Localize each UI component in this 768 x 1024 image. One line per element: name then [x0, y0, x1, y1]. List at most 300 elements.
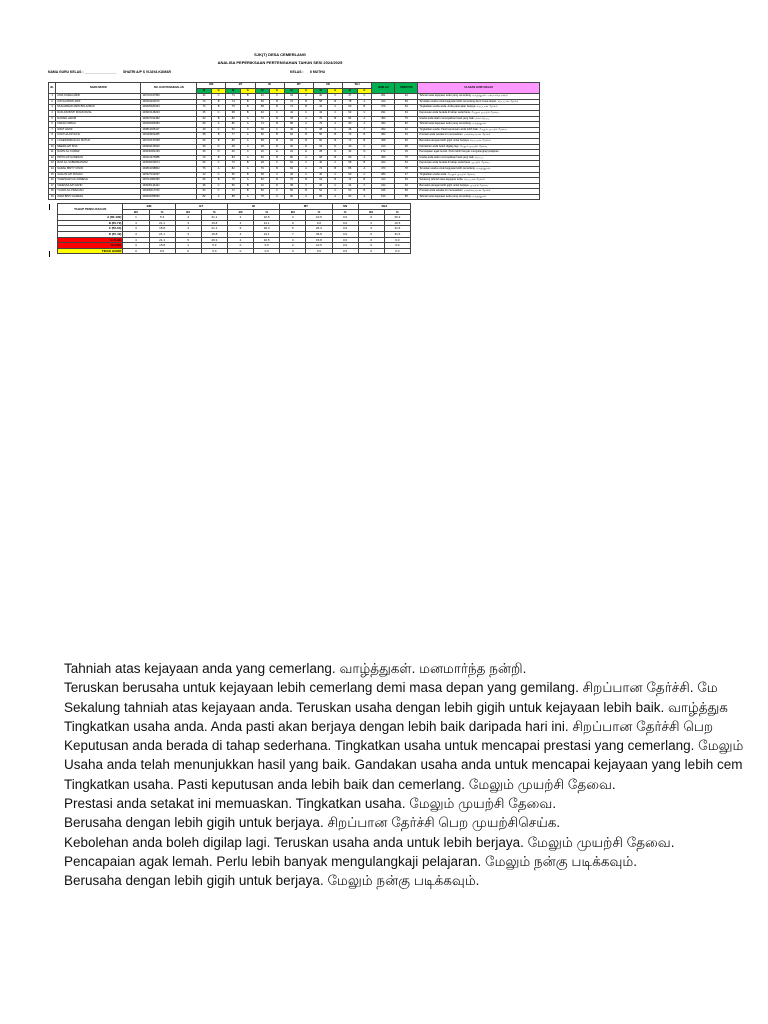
comment-line: Tingkatkan usaha. Pasti keputusan anda lebih baik dan cemerlang. மேலும் முயற்சி தேவை.	[64, 776, 616, 792]
comment-cell: Keputusan anda berada di tahap sederhana. மேலும் முயற்சி தேவை.	[418, 110, 540, 116]
mark-cell: B	[270, 155, 285, 161]
mark-cell: B	[240, 99, 255, 105]
mark-cell: 74	[226, 94, 241, 100]
total-cell: 494	[372, 122, 395, 128]
total-cell: 210	[372, 144, 395, 150]
mark-cell: 74	[226, 99, 241, 105]
mark-cell: A	[299, 194, 314, 200]
mark-cell: B	[240, 172, 255, 178]
summary-grade-label: B (65-79)	[58, 220, 123, 226]
mark-cell: 28	[255, 144, 270, 150]
summary-subject: BM	[123, 204, 175, 210]
col-subject: SEJ	[343, 83, 372, 89]
mark-cell: C	[211, 189, 226, 195]
report-title: ANALISA PEPERIKSAAN PERTENGAHAN TAHUN SESI 2024/2025	[217, 60, 343, 65]
student-id: 100819038842	[141, 166, 197, 172]
summary-subject: MT	[280, 204, 332, 210]
student-name: DANISH HAKIM	[56, 116, 141, 122]
mark-cell: B	[211, 138, 226, 144]
mark-cell: 62	[343, 189, 358, 195]
summary-cell: 3	[280, 237, 306, 243]
summary-cell: 4	[175, 226, 201, 232]
mark-cell: C	[328, 161, 343, 167]
student-name: NUR AIN BINTI MOHD RIZAL	[56, 110, 141, 116]
comment-cell: Tingkatkan usaha. Pasti keputusan anda lebih baik. மேலும் முயற்சி தேவை.	[418, 127, 540, 133]
summary-cell: 2	[280, 243, 306, 249]
mark-cell: 42	[255, 94, 270, 100]
mark-cell: A	[299, 122, 314, 128]
summary-cell: 0	[358, 237, 384, 243]
mark-cell: 70	[226, 161, 241, 167]
col-subject: BM	[197, 83, 226, 89]
mark-cell: 54	[197, 189, 212, 195]
mark-cell: 50	[197, 161, 212, 167]
summary-cell: 0	[175, 248, 201, 254]
summary-cell: 10.5	[254, 215, 280, 221]
percent-cell: 40	[395, 183, 418, 189]
table-row	[49, 194, 540, 200]
student-name: THARSHAN A/L RAMESH	[56, 178, 141, 184]
mark-cell: B	[299, 133, 314, 139]
total-cell: 414	[372, 178, 395, 184]
mark-cell: 58	[255, 138, 270, 144]
student-id: 100930144421	[141, 183, 197, 189]
mark-cell: 70	[284, 178, 299, 184]
percent-cell: 66	[395, 138, 418, 144]
mark-cell: 86	[343, 166, 358, 172]
mark-cell: 82	[226, 116, 241, 122]
summary-cell: 4	[175, 215, 201, 221]
school-name: SJK(T) DESA CEMERLANG	[254, 52, 306, 57]
student-id: 100904126616	[141, 144, 197, 150]
mark-cell: 80	[284, 155, 299, 161]
summary-cell: 4	[227, 231, 253, 237]
summary-sub-count: Bil	[280, 209, 306, 215]
comment-line: Sekalung tahniah atas kejayaan anda. Teruskan usaha dengan lebih gigih untuk kejayaan lebih baik. வாழ்த்துக	[64, 699, 728, 715]
mark-cell: 24	[284, 150, 299, 156]
mark-cell: B	[270, 178, 285, 184]
mark-cell: 58	[197, 133, 212, 139]
percent-cell: 69	[395, 99, 418, 105]
mark-cell: C	[357, 94, 372, 100]
total-cell: 510	[372, 194, 395, 200]
percent-cell: 54	[395, 161, 418, 167]
summary-cell: 5	[227, 226, 253, 232]
mark-cell: 74	[284, 105, 299, 111]
col-sub-grade: G	[211, 88, 226, 94]
row-number: 18	[49, 189, 56, 195]
summary-cell: 0.0	[384, 237, 410, 243]
mark-cell: C	[357, 110, 372, 116]
mark-cell: 60	[313, 138, 328, 144]
percent-cell: 75	[395, 155, 418, 161]
mark-cell: C	[328, 110, 343, 116]
mark-cell: 42	[313, 105, 328, 111]
comment-cell: Kebolehan anda boleh digilap lagi. மேலும் முயற்சி தேவை.	[418, 144, 540, 150]
mark-cell: 70	[343, 133, 358, 139]
row-number: 16	[49, 178, 56, 184]
total-cell: 450	[372, 116, 395, 122]
mark-cell: A	[357, 155, 372, 161]
mark-cell: B	[299, 99, 314, 105]
summary-cell: 0	[227, 243, 253, 249]
summary-cell: 15.8	[306, 237, 332, 243]
comment-line: Tahniah atas kejayaan anda yang cemerlang. வாழ்த்துகள். மனமார்ந்த நன்றி.	[64, 661, 527, 676]
student-name: MEERA A/P SIVA	[56, 144, 141, 150]
summary-cell: 26.3	[254, 226, 280, 232]
summary-cell: 0.0	[384, 248, 410, 254]
summary-cell: 4	[123, 231, 149, 237]
mark-cell: 56	[313, 133, 328, 139]
mark-cell: 74	[255, 122, 270, 128]
student-id: 100813025117	[141, 127, 197, 133]
summary-table	[57, 203, 411, 254]
student-name: FARAH NABILA	[56, 122, 141, 128]
summary-cell: 0.0	[254, 243, 280, 249]
class-value: 6 MUTHU	[310, 70, 326, 74]
row-number: 4	[49, 110, 56, 116]
mark-cell: B	[240, 110, 255, 116]
mark-cell: 80	[313, 194, 328, 200]
mark-cell: C	[240, 127, 255, 133]
percent-cell: 75	[395, 116, 418, 122]
mark-cell: A	[357, 122, 372, 128]
mark-cell: 52	[226, 127, 241, 133]
summary-cell: 4	[227, 220, 253, 226]
mark-cell: 52	[284, 161, 299, 167]
mark-cell: 92	[343, 194, 358, 200]
mark-cell: 82	[197, 194, 212, 200]
mark-cell: C	[211, 183, 226, 189]
summary-cell: 0.0	[384, 243, 410, 249]
mark-cell: C	[211, 127, 226, 133]
mark-cell: B	[357, 105, 372, 111]
summary-cell: 6	[358, 226, 384, 232]
mark-cell: D	[299, 144, 314, 150]
mark-cell: A	[357, 116, 372, 122]
summary-cell: 10.5	[384, 220, 410, 226]
summary-cell: 0.0	[306, 248, 332, 254]
summary-cell: 21.1	[149, 231, 175, 237]
mark-cell: 70	[255, 166, 270, 172]
mark-cell: 50	[255, 189, 270, 195]
comment-line: Berusaha dengan lebih gigih untuk berjaya. சிறப்பான தேர்ச்சி பெற முயற்சிசெய்க.	[64, 815, 561, 831]
mark-cell: C	[357, 172, 372, 178]
student-name: RAVI A/L SUBRAMANIAM	[56, 161, 141, 167]
student-name: YUVAN A/L PRAKASH	[56, 189, 141, 195]
percent-cell: 85	[395, 194, 418, 200]
summary-cell: 21.1	[201, 215, 227, 221]
mark-cell: A	[240, 194, 255, 200]
mark-cell: B	[270, 166, 285, 172]
mark-cell: 62	[284, 133, 299, 139]
comment-cell: Tahniah atas kejayaan anda yang cemerlang. வாழ்த்துகள். மனமார்ந்த நன்றி.	[418, 94, 540, 100]
mark-cell: C	[328, 172, 343, 178]
comment-cell: Keputusan anda berada di tahap sederhana. முயற்சி தேவை.	[418, 161, 540, 167]
mark-cell: 74	[197, 99, 212, 105]
student-id: 100402069284	[141, 122, 197, 128]
mark-cell: 78	[255, 194, 270, 200]
mark-cell: 32	[255, 183, 270, 189]
mark-cell: 58	[343, 161, 358, 167]
student-name: MUHAMMAD AMIN BIN AZMAN	[56, 105, 141, 111]
summary-sub-percent: %	[254, 209, 280, 215]
mark-cell: 30	[284, 144, 299, 150]
summary-cell: 2	[280, 215, 306, 221]
summary-cell: 3	[123, 243, 149, 249]
mark-cell: 34	[197, 94, 212, 100]
mark-cell: B	[270, 105, 285, 111]
mark-cell: B	[211, 105, 226, 111]
row-number: 5	[49, 116, 56, 122]
mark-cell: 82	[226, 166, 241, 172]
mark-cell: A	[240, 138, 255, 144]
student-id: 100722137038	[141, 138, 197, 144]
mark-cell: B	[240, 94, 255, 100]
comment-line: Keputusan anda berada di tahap sederhana. Tingkatkan usaha untuk mencapai prestasi yang cemerlang. மேலும்	[64, 738, 744, 754]
total-cell: 251	[372, 94, 395, 100]
mark-cell: 84	[284, 166, 299, 172]
total-cell: 252	[372, 127, 395, 133]
mark-cell: 40	[284, 127, 299, 133]
comment-cell: Tahniah atas kejayaan anda yang cemerlang. வாழ்த்துகள்.	[418, 122, 540, 128]
student-id: 100506150074	[141, 161, 197, 167]
comment-cell: Tingkatkan usaha anda. மேலும் முயற்சி தேவை.	[418, 172, 540, 178]
mark-cell: 36	[313, 183, 328, 189]
mark-cell: B	[328, 138, 343, 144]
student-id: 100327162297	[141, 172, 197, 178]
student-name: SARAH BINTI YUSOF	[56, 166, 141, 172]
mark-cell: B	[211, 116, 226, 122]
col-name: NAMA MURID	[56, 83, 141, 94]
mark-cell: 36	[255, 127, 270, 133]
mark-cell: C	[328, 183, 343, 189]
mark-cell: 72	[255, 116, 270, 122]
mark-cell: C	[270, 189, 285, 195]
mark-cell: 86	[226, 122, 241, 128]
summary-cell: 26.3	[384, 215, 410, 221]
col-peratus: PERATUS	[395, 83, 418, 94]
row-number: 17	[49, 183, 56, 189]
mark-cell: B	[211, 133, 226, 139]
mark-cell: 30	[197, 144, 212, 150]
summary-cell: 21.1	[254, 231, 280, 237]
student-id: 100527014450	[141, 116, 197, 122]
student-name: AISYAH BINTI ARIF	[56, 99, 141, 105]
mark-cell: 80	[226, 138, 241, 144]
mark-cell: 84	[343, 116, 358, 122]
total-cell: 291	[372, 110, 395, 116]
mark-cell: 58	[255, 105, 270, 111]
comment-line: Berusaha dengan lebih gigih untuk berjaya. மேலும் நன்கு படிக்கவும்.	[64, 873, 480, 889]
summary-cell: 0.0	[332, 248, 358, 254]
mark-cell: 58	[313, 99, 328, 105]
summary-cell: 0.0	[254, 248, 280, 254]
col-sub-grade: G	[357, 88, 372, 94]
student-id: 100405117763	[141, 189, 197, 195]
summary-sub-percent: %	[332, 209, 358, 215]
mark-cell: 42	[313, 110, 328, 116]
summary-cell: 0	[123, 248, 149, 254]
mark-cell: B	[357, 138, 372, 144]
mark-cell: D	[357, 150, 372, 156]
mark-cell: B	[299, 138, 314, 144]
percent-cell: 78	[395, 166, 418, 172]
mark-cell: 72	[313, 166, 328, 172]
summary-sub-count: Bil	[358, 209, 384, 215]
summary-grade-label: D (35-49)	[58, 231, 123, 237]
mark-cell: 72	[197, 155, 212, 161]
comment-list	[64, 659, 754, 891]
row-number: 15	[49, 172, 56, 178]
mark-cell: B	[240, 189, 255, 195]
percent-cell: 49	[395, 110, 418, 116]
mark-cell: 88	[284, 122, 299, 128]
margin-mark	[49, 204, 50, 210]
mark-cell: C	[299, 161, 314, 167]
mark-cell: C	[211, 172, 226, 178]
summary-cell: 1	[123, 215, 149, 221]
summary-sub-percent: %	[384, 209, 410, 215]
summary-subject: BI	[227, 204, 279, 210]
mark-cell: 90	[343, 122, 358, 128]
mark-cell: 44	[197, 172, 212, 178]
summary-cell: 2	[358, 220, 384, 226]
summary-grade-label: TH (TH)	[58, 243, 123, 249]
mark-cell: C	[270, 161, 285, 167]
mark-cell: 77	[226, 133, 241, 139]
mark-cell: 78	[226, 178, 241, 184]
summary-cell: 26.3	[201, 237, 227, 243]
mark-cell: 56	[226, 183, 241, 189]
col-bil: BL	[49, 83, 56, 94]
mark-cell: B	[357, 161, 372, 167]
mark-cell: B	[211, 99, 226, 105]
total-cell: 450	[372, 155, 395, 161]
mark-cell: C	[240, 150, 255, 156]
col-sub-mark: M	[197, 88, 212, 94]
mark-cell: A	[299, 116, 314, 122]
student-name: IZZAT HAFIZ	[56, 127, 141, 133]
mark-cell: 38	[313, 127, 328, 133]
mark-cell: B	[328, 116, 343, 122]
summary-cell: 31.6	[384, 231, 410, 237]
mark-cell: C	[299, 127, 314, 133]
student-id: 100915148229	[141, 110, 197, 116]
mark-cell: B	[270, 99, 285, 105]
mark-cell: B	[328, 155, 343, 161]
col-sub-mark: M	[255, 88, 270, 94]
summary-cell: 0.0	[332, 231, 358, 237]
student-name: LOGESWARAN A/L MUTHU	[56, 138, 141, 144]
mark-cell: 68	[226, 110, 241, 116]
comment-cell: Prestasi anda setakat ini memuaskan. மனநிறைவான தேர்ச்சி.	[418, 133, 540, 139]
mark-cell: 76	[197, 166, 212, 172]
mark-cell: C	[328, 189, 343, 195]
comment-cell: Usaha anda telah menunjukkan hasil yang baik. சிறப்பு.	[418, 155, 540, 161]
col-sub-grade: G	[240, 88, 255, 94]
mark-cell: A	[357, 166, 372, 172]
comment-line: Pencapaian agak lemah. Perlu lebih banyak mengulangkaji pelajaran. மேலும் நன்கு படிக்கவும்.	[64, 853, 638, 869]
student-id: 100118094465	[141, 133, 197, 139]
mark-cell: A	[211, 166, 226, 172]
col-sub-grade: G	[299, 88, 314, 94]
summary-cell: 4	[123, 237, 149, 243]
summary-sub-count: Bil	[227, 209, 253, 215]
mark-cell: C	[211, 161, 226, 167]
mark-cell: 40	[226, 150, 241, 156]
total-cell: 379	[372, 105, 395, 111]
mark-cell: B	[240, 183, 255, 189]
mark-cell: 45	[197, 110, 212, 116]
summary-cell: 4	[123, 220, 149, 226]
mark-cell: A	[357, 99, 372, 105]
mark-cell: A	[211, 122, 226, 128]
mark-cell: 78	[284, 116, 299, 122]
col-sub-grade: G	[270, 88, 285, 94]
mark-cell: A	[299, 166, 314, 172]
mark-cell: C	[270, 110, 285, 116]
student-name: NAVIN A/L KUMAR	[56, 150, 141, 156]
mark-cell: C	[357, 183, 372, 189]
summary-cell: 0	[358, 248, 384, 254]
row-number: 11	[49, 150, 56, 156]
mark-cell: C	[270, 172, 285, 178]
summary-cell: 0.0	[306, 220, 332, 226]
summary-cell: 0.0	[332, 215, 358, 221]
mark-cell: 40	[343, 144, 358, 150]
comment-line: Teruskan berusaha untuk kejayaan lebih cemerlang demi masa depan yang gemilang. சிறப்பான தேர்ச்சி. மே	[64, 680, 718, 696]
row-number: 7	[49, 127, 56, 133]
summary-cell: 21.1	[201, 226, 227, 232]
mark-cell: 78	[343, 99, 358, 105]
row-number: 8	[49, 133, 56, 139]
total-cell: 172	[372, 150, 395, 156]
summary-cell: 21.1	[149, 237, 175, 243]
mark-cell: B	[211, 178, 226, 184]
summary-cell: 0	[280, 220, 306, 226]
mark-cell: C	[211, 94, 226, 100]
percent-cell: 47	[395, 172, 418, 178]
row-number: 3	[49, 105, 56, 111]
mark-cell: 80	[197, 122, 212, 128]
total-cell: 383	[372, 133, 395, 139]
mark-cell: 64	[197, 116, 212, 122]
mark-cell: C	[299, 94, 314, 100]
mark-cell: 75	[226, 105, 241, 111]
mark-cell: B	[270, 133, 285, 139]
summary-sub-percent: %	[149, 209, 175, 215]
summary-cell: 2	[227, 237, 253, 243]
mark-cell: A	[328, 122, 343, 128]
percent-cell: 64	[395, 133, 418, 139]
mark-cell: C	[299, 172, 314, 178]
mark-cell: E	[299, 150, 314, 156]
summary-cell: 10.5	[306, 243, 332, 249]
mark-cell: B	[328, 166, 343, 172]
mark-cell: A	[240, 155, 255, 161]
percent-cell: 29	[395, 150, 418, 156]
summary-sub-count: Bil	[123, 209, 149, 215]
summary-cell: 0.0	[332, 220, 358, 226]
mark-cell: 28	[313, 150, 328, 156]
summary-cell: 31.6	[384, 226, 410, 232]
comment-cell: Berusaha dengan lebih gigih untuk berjaya. சிறப்பான தேர்ச்சி.	[418, 138, 540, 144]
comment-cell: Pencapaian agak lemah. Perlu lebih banyak mengulangkaji pelajaran.	[418, 150, 540, 156]
mark-cell: 66	[226, 172, 241, 178]
summary-cell: 2	[227, 215, 253, 221]
mark-cell: 88	[226, 194, 241, 200]
